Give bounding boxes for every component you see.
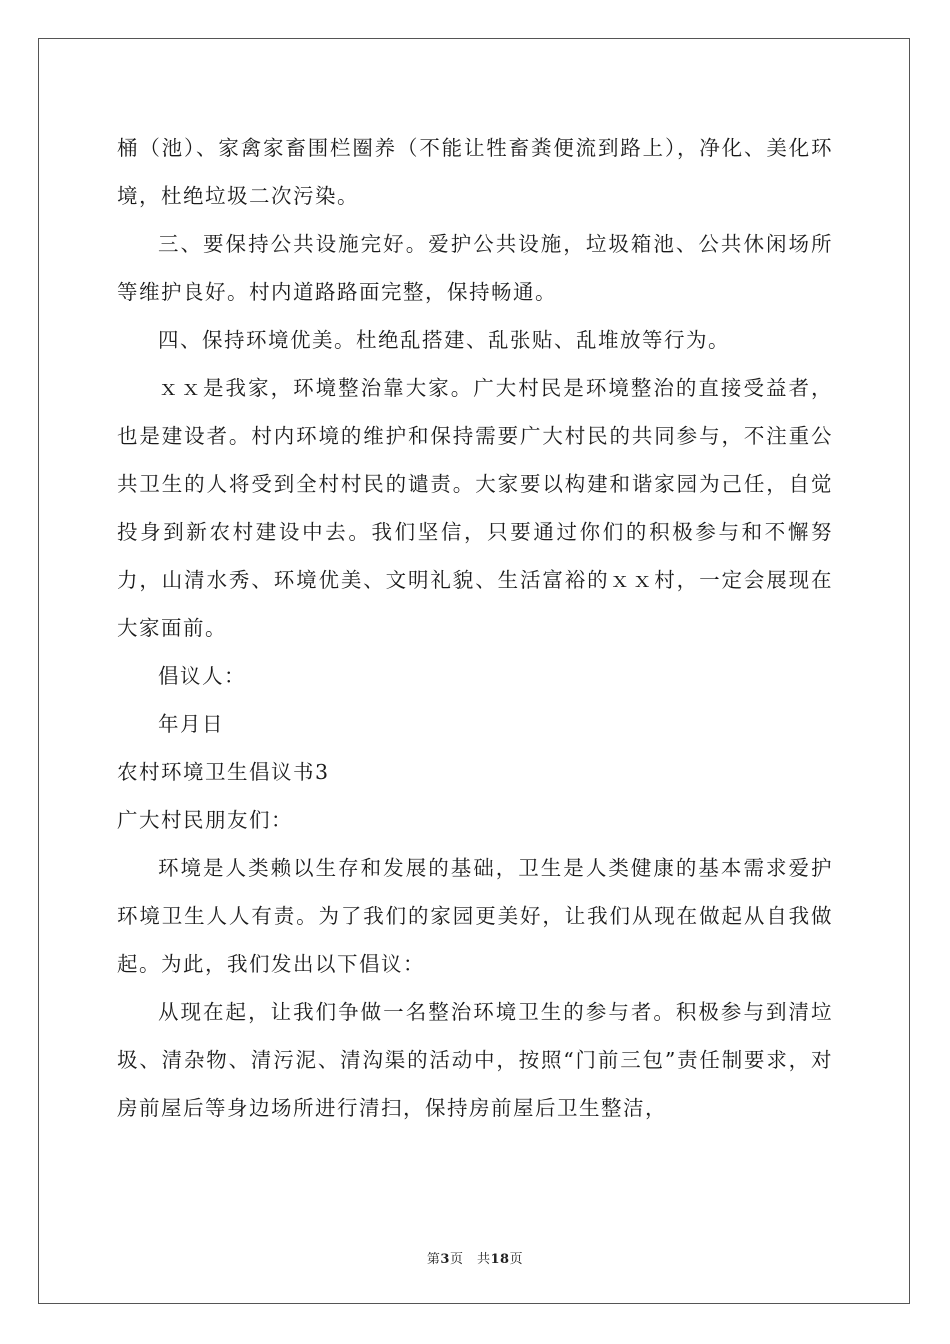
page-footer [0,1248,950,1267]
date-label: 年月日 [158,712,224,736]
current-page-number: 3 [440,1252,450,1267]
section-title: 农村环境卫生倡议书3 [117,760,330,784]
total-page-count: 18 [490,1252,510,1267]
paragraph: 四、保持环境优美。杜绝乱搭建、乱张贴、乱堆放等行为。 [158,328,730,352]
paragraph: 三、要保持公共设施完好。爱护公共设施，垃圾箱池、公共休闲场所等维护良好。村内道路路面完整，保持畅通。 [117,232,833,304]
footer-prefix: 第 [426,1252,441,1267]
proposer-label: 倡议人： [158,664,246,688]
paragraph: 桶（池）、家禽家畜围栏圈养（不能让牲畜粪便流到路上），净化、美化环境，杜绝垃圾二次污染。 [117,136,833,208]
paragraph: 从现在起，让我们争做一名整治环境卫生的参与者。积极参与到清垃圾、清杂物、清污泥、清沟渠的活动中，按照“门前三包”责任制要求，对房前屋后等身边场所进行清扫，保持房前屋后卫生整洁， [117,1000,833,1120]
footer-suffix: 页 [509,1252,524,1267]
document-body [117,124,833,1132]
paragraph: ｘｘ是我家，环境整治靠大家。广大村民是环境整治的直接受益者，也是建设者。村内环境的维护和保持需要广大村民的共同参与，不注重公共卫生的人将受到全村村民的谴责。大家要以构建和谐家园为己任，自觉投身到新农村建设中去。我们坚信，只要通过你们的积极参与和不懈努力，山清水秀、环境优美、文明礼貌、生活富裕的ｘｘ村，一定会展现在大家面前。 [117,376,833,640]
salutation: 广大村民朋友们： [117,808,293,832]
footer-mid: 页 共 [449,1252,491,1267]
paragraph: 环境是人类赖以生存和发展的基础，卫生是人类健康的基本需求爱护环境卫生人人有责。为了我们的家园更美好，让我们从现在做起从自我做起。为此，我们发出以下倡议： [117,856,833,976]
